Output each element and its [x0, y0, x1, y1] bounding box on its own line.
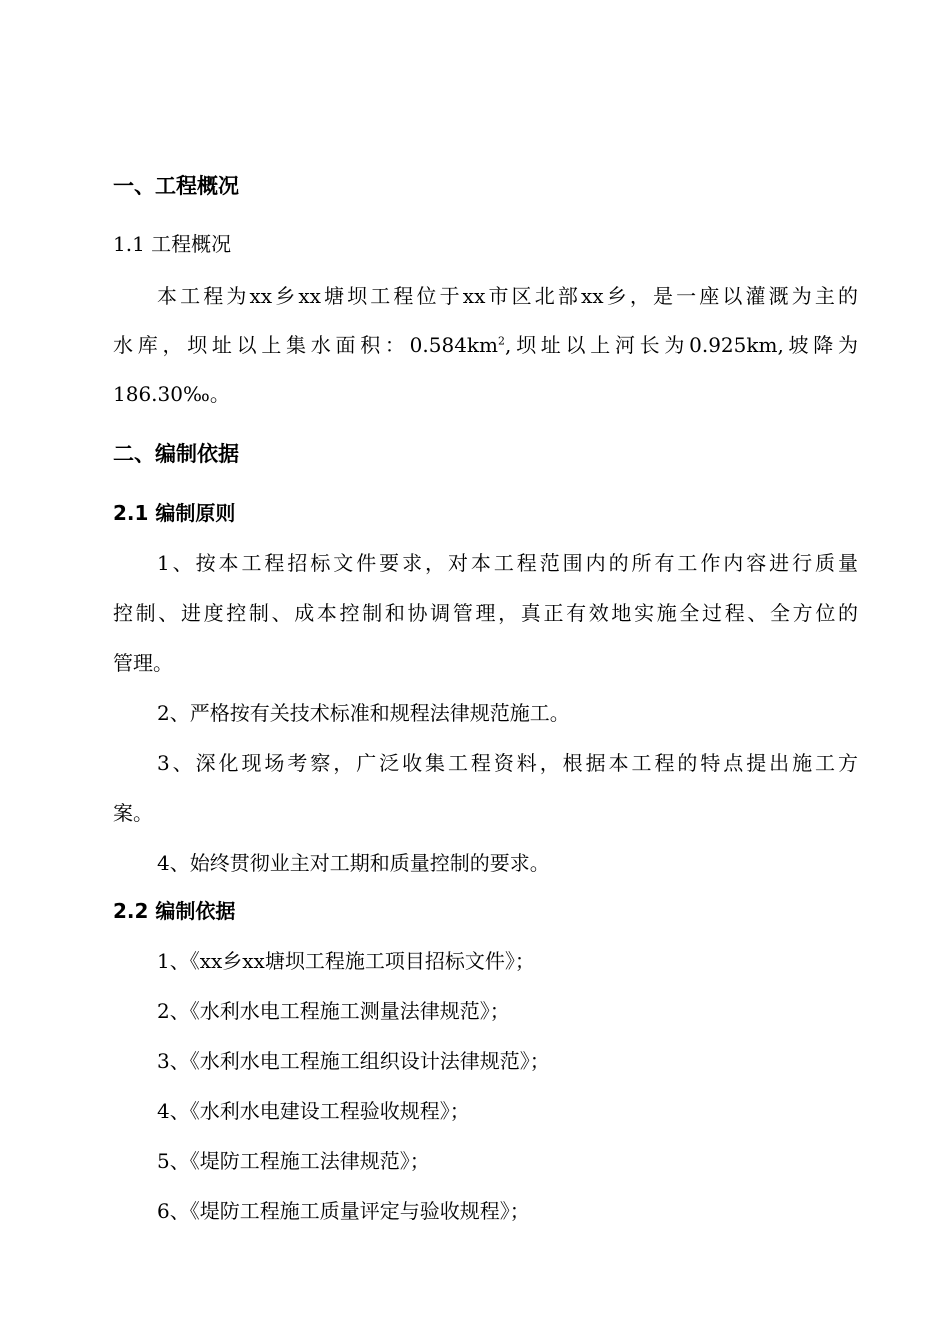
subsection-2-1-heading: 2.1 编制原则	[113, 501, 236, 525]
overview-paragraph-line-2	[113, 331, 858, 359]
basis-item: 2、《水利水电工程施工测量法律规范》；	[157, 999, 510, 1023]
superscript-2: 2	[498, 334, 505, 348]
section-1-heading: 一、工程概况	[113, 174, 239, 198]
principle-3-line-1: 3、深化现场考察，广泛收集工程资料，根据本工程的特点提出施工方	[157, 751, 858, 775]
basis-item: 3、《水利水电工程施工组织设计法律规范》；	[157, 1049, 550, 1073]
principle-1-line-1: 1、按本工程招标文件要求，对本工程范围内的所有工作内容进行质量	[157, 551, 858, 575]
subsection-2-2-heading: 2.2 编制依据	[113, 899, 236, 923]
overview-line-2-part-a: 水库，坝址以上集水面积：0.584km	[113, 333, 498, 357]
basis-item: 6、《堤防工程施工质量评定与验收规程》；	[157, 1199, 530, 1223]
principle-2: 2、严格按有关技术标准和规程法律规范施工。	[157, 701, 570, 725]
basis-item: 5、《堤防工程施工法律规范》；	[157, 1149, 430, 1173]
basis-item: 4、《水利水电建设工程验收规程》；	[157, 1099, 470, 1123]
document-page	[113, 0, 858, 1344]
principle-1-line-3: 管理。	[113, 651, 173, 675]
overview-paragraph-line-3: 186.30‰。	[113, 382, 230, 406]
principle-1-line-2: 控制、进度控制、成本控制和协调管理，真正有效地实施全过程、全方位的	[113, 601, 858, 625]
principle-4: 4、始终贯彻业主对工期和质量控制的要求。	[157, 851, 550, 875]
overview-line-2-part-b: ,坝址以上河长为0.925km,坡降为	[505, 333, 858, 357]
principle-3-line-2: 案。	[113, 801, 153, 825]
basis-item: 1、《xx乡xx塘坝工程施工项目招标文件》；	[157, 949, 535, 973]
overview-paragraph-line-1: 本工程为xx乡xx塘坝工程位于xx市区北部xx乡，是一座以灌溉为主的	[157, 284, 858, 308]
subsection-1-1-heading: 1.1 工程概况	[113, 232, 232, 256]
section-2-heading: 二、编制依据	[113, 442, 239, 466]
